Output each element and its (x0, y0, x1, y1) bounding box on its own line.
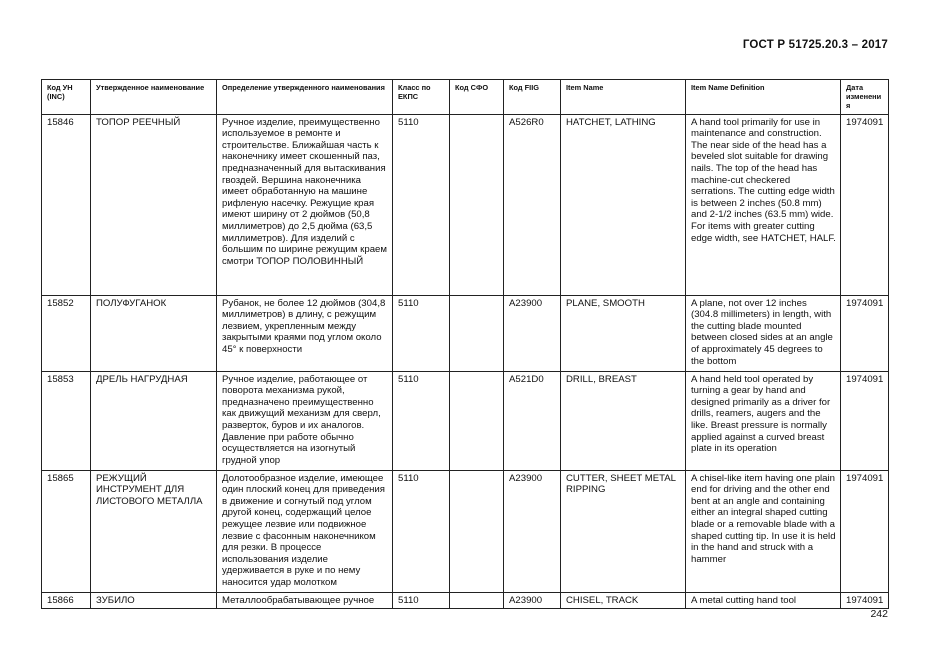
col-header-item-definition: Item Name Definition (686, 80, 841, 115)
cell-date: 1974091 (841, 114, 889, 295)
col-header-name-ru: Утвержденное наименование (91, 80, 217, 115)
cell-sfo (450, 295, 504, 371)
col-header-fiig: Код FIIG (504, 80, 561, 115)
cell-name-ru: ТОПОР РЕЕЧНЫЙ (91, 114, 217, 295)
cell-date: 1974091 (841, 470, 889, 592)
items-table (41, 79, 889, 609)
cell-class: 5110 (393, 592, 450, 609)
cell-date: 1974091 (841, 371, 889, 470)
cell-code: 15853 (42, 371, 91, 470)
page-number: 242 (870, 608, 888, 620)
document-code: ГОСТ Р 51725.20.3 – 2017 (742, 39, 888, 51)
cell-fiig: A23900 (504, 295, 561, 371)
cell-class: 5110 (393, 114, 450, 295)
col-header-sfo: Код СФО (450, 80, 504, 115)
table-row (42, 470, 889, 592)
table-row (42, 114, 889, 295)
cell-class: 5110 (393, 470, 450, 592)
cell-name-ru: ЗУБИЛО (91, 592, 217, 609)
cell-item-name: CUTTER, SHEET METAL RIPPING (561, 470, 686, 592)
table-header-row (42, 80, 889, 115)
cell-definition-ru: Долотообразное изделие, имеющее один плоский конец для приведения в движение и согнутый под углом другой конец, содержащий целое режущее лезвие или подвижное лезвие с фасонным наконечником для резки. В процессе использования изделие удерживается в руке и по нему наносится удар молотком (217, 470, 393, 592)
cell-code: 15865 (42, 470, 91, 592)
cell-item-definition: A plane, not over 12 inches (304.8 millimeters) in length, with the cutting blade mounted between closed sides at an angle of approximately 45 degrees to the bottom (686, 295, 841, 371)
table-row (42, 592, 889, 609)
cell-definition-ru: Рубанок, не более 12 дюймов (304,8 миллиметров) в длину, с режущим лезвием, укрепленным между закрытыми краями под углом около 45° к поверхности (217, 295, 393, 371)
cell-sfo (450, 470, 504, 592)
cell-item-definition: A chisel-like item having one plain end for driving and the other end bent at an angle and containing either an integral shaped cutting blade or a removable blade with a shaped cutting tip. In use it is held in the hand and struck with a hammer (686, 470, 841, 592)
cell-code: 15852 (42, 295, 91, 371)
cell-sfo (450, 114, 504, 295)
col-header-item-name: Item Name (561, 80, 686, 115)
cell-code: 15866 (42, 592, 91, 609)
cell-item-name: DRILL, BREAST (561, 371, 686, 470)
cell-fiig: A23900 (504, 592, 561, 609)
cell-fiig: A521D0 (504, 371, 561, 470)
cell-code: 15846 (42, 114, 91, 295)
cell-item-definition: A hand tool primarily for use in maintenance and construction. The near side of the head has a beveled slot suitable for drawing nails. The top of the head has machine-cut checkered serrations. The cutting edge width is between 2 inches (50.8 mm) and 2-1/2 inches (63.5 mm) wide. For items with greater cutting edge width, see HATCHET, HALF. (686, 114, 841, 295)
col-header-class: Класс по ЕКПС (393, 80, 450, 115)
cell-item-definition: A hand held tool operated by turning a gear by hand and designed primarily as a driver for drills, reamers, augers and the like. Breast pressure is normally applied against a curved breast plate in its operation (686, 371, 841, 470)
col-header-date: Дата изменения (841, 80, 889, 115)
cell-name-ru: ПОЛУФУГАНОК (91, 295, 217, 371)
cell-item-name: PLANE, SMOOTH (561, 295, 686, 371)
table-row (42, 371, 889, 470)
table-row (42, 295, 889, 371)
cell-definition-ru: Ручное изделие, преимущественно используемое в ремонте и строительстве. Ближайшая часть к наконечнику имеет скошенный паз, предназначенный для вытаскивания гвоздей. Вершина наконечника имеет обработанную на машине рифленую насечку. Режущие края имеют ширину от 2 дюймов (50,8 миллиметров) до 2,5 дюйма (63,5 миллиметров). Для изделий с большим по ширине режущим краем смотри ТОПОР ПОЛОВИННЫЙ (217, 114, 393, 295)
cell-item-name: HATCHET, LATHING (561, 114, 686, 295)
col-header-code: Код УН (INC) (42, 80, 91, 115)
cell-sfo (450, 371, 504, 470)
cell-date: 1974091 (841, 295, 889, 371)
cell-date: 1974091 (841, 592, 889, 609)
cell-definition-ru: Металлообрабатывающее ручное (217, 592, 393, 609)
cell-class: 5110 (393, 295, 450, 371)
cell-sfo (450, 592, 504, 609)
cell-definition-ru: Ручное изделие, работающее от поворота механизма рукой, предназначено преимущественно как движущий механизм для сверл, разверток, буров и их аналогов. Давление при работе обычно осуществляется на изогнутый грудной упор (217, 371, 393, 470)
cell-name-ru: ДРЕЛЬ НАГРУДНАЯ (91, 371, 217, 470)
cell-name-ru: РЕЖУЩИЙ ИНСТРУМЕНТ ДЛЯ ЛИСТОВОГО МЕТАЛЛА (91, 470, 217, 592)
cell-class: 5110 (393, 371, 450, 470)
cell-fiig: A526R0 (504, 114, 561, 295)
cell-fiig: A23900 (504, 470, 561, 592)
cell-item-name: CHISEL, TRACK (561, 592, 686, 609)
col-header-definition-ru: Определение утвержденного наименования (217, 80, 393, 115)
cell-item-definition: A metal cutting hand tool (686, 592, 841, 609)
